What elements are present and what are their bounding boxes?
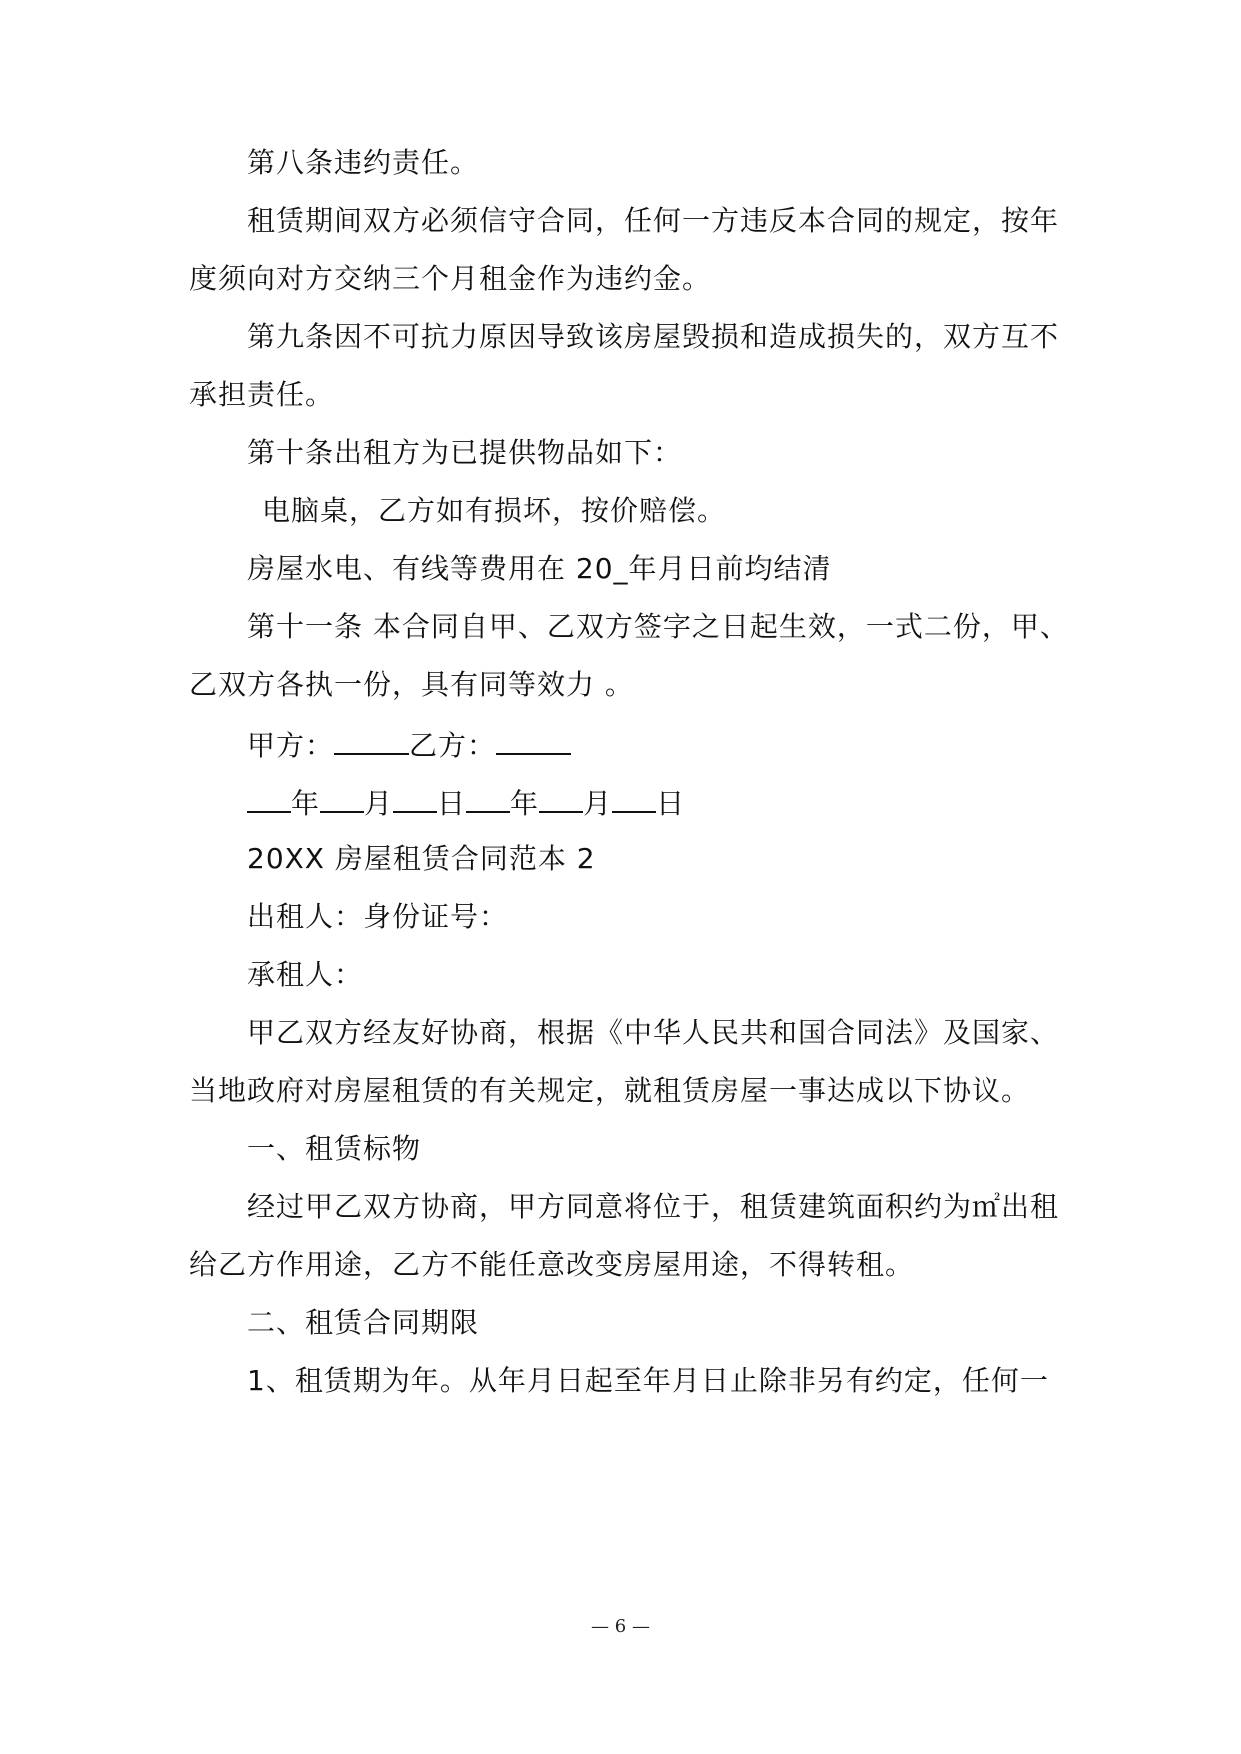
paragraph-line: 度须向对方交纳三个月租金作为违约金。 [189,262,712,295]
year-label: 年 [291,787,321,820]
paragraph-line: 当地政府对房屋租赁的有关规定，就租赁房屋一事达成以下协议。 [189,1074,1031,1107]
signature-date-line [247,781,685,824]
day-label: 日 [437,787,467,820]
month-label: 月 [583,787,613,820]
day-label: 日 [656,787,686,820]
signature-parties-line [247,723,571,766]
party-b-blank [496,723,571,755]
month-blank [539,781,583,813]
party-a-blank [334,723,409,755]
article-9-line: 第九条因不可抗力原因导致该房屋毁损和造成损失的，双方互不 [247,320,1060,353]
day-blank [393,781,437,813]
article-10-line: 第十条出租方为已提供物品如下： [247,436,683,469]
day-blank [612,781,656,813]
paragraph-line: 经过甲乙双方协商，甲方同意将位于，租赁建筑面积约为㎡出租 [247,1190,1060,1223]
lessee-line: 承租人： [247,958,364,991]
paragraph-line: 房屋水电、有线等费用在 20_年月日前均结清 [247,552,832,585]
lessor-line: 出租人：身份证号： [247,900,509,933]
section-heading: 一、租赁标物 [247,1132,422,1165]
party-a-label: 甲方： [247,729,335,762]
paragraph-line: 租赁期间双方必须信守合同，任何一方违反本合同的规定，按年 [247,204,1060,237]
contract-title: 20XX 房屋租赁合同范本 2 [247,842,596,875]
month-blank [320,781,364,813]
paragraph-line: 电脑桌，乙方如有损坏，按价赔偿。 [262,494,727,527]
page-number: — 6 — [591,1616,650,1637]
article-11-line: 第十一条 本合同自甲、乙双方签字之日起生效，一式二份，甲、 [247,610,1069,643]
paragraph-line: 给乙方作用途，乙方不能任意改变房屋用途，不得转租。 [189,1248,915,1281]
paragraph-line: 承担责任。 [189,378,335,411]
year-label: 年 [510,787,540,820]
paragraph-line: 甲乙双方经友好协商，根据《中华人民共和国合同法》及国家、 [247,1016,1060,1049]
month-label: 月 [364,787,394,820]
year-blank [466,781,510,813]
paragraph-line: 1、租赁期为年。从年月日起至年月日止除非另有约定，任何一 [247,1364,1049,1397]
party-b-label: 乙方： [409,729,497,762]
article-8-heading: 第八条违约责任。 [247,146,480,179]
year-blank [247,781,291,813]
section-heading: 二、租赁合同期限 [247,1306,480,1339]
paragraph-line: 乙双方各执一份，具有同等效力 。 [189,668,634,701]
